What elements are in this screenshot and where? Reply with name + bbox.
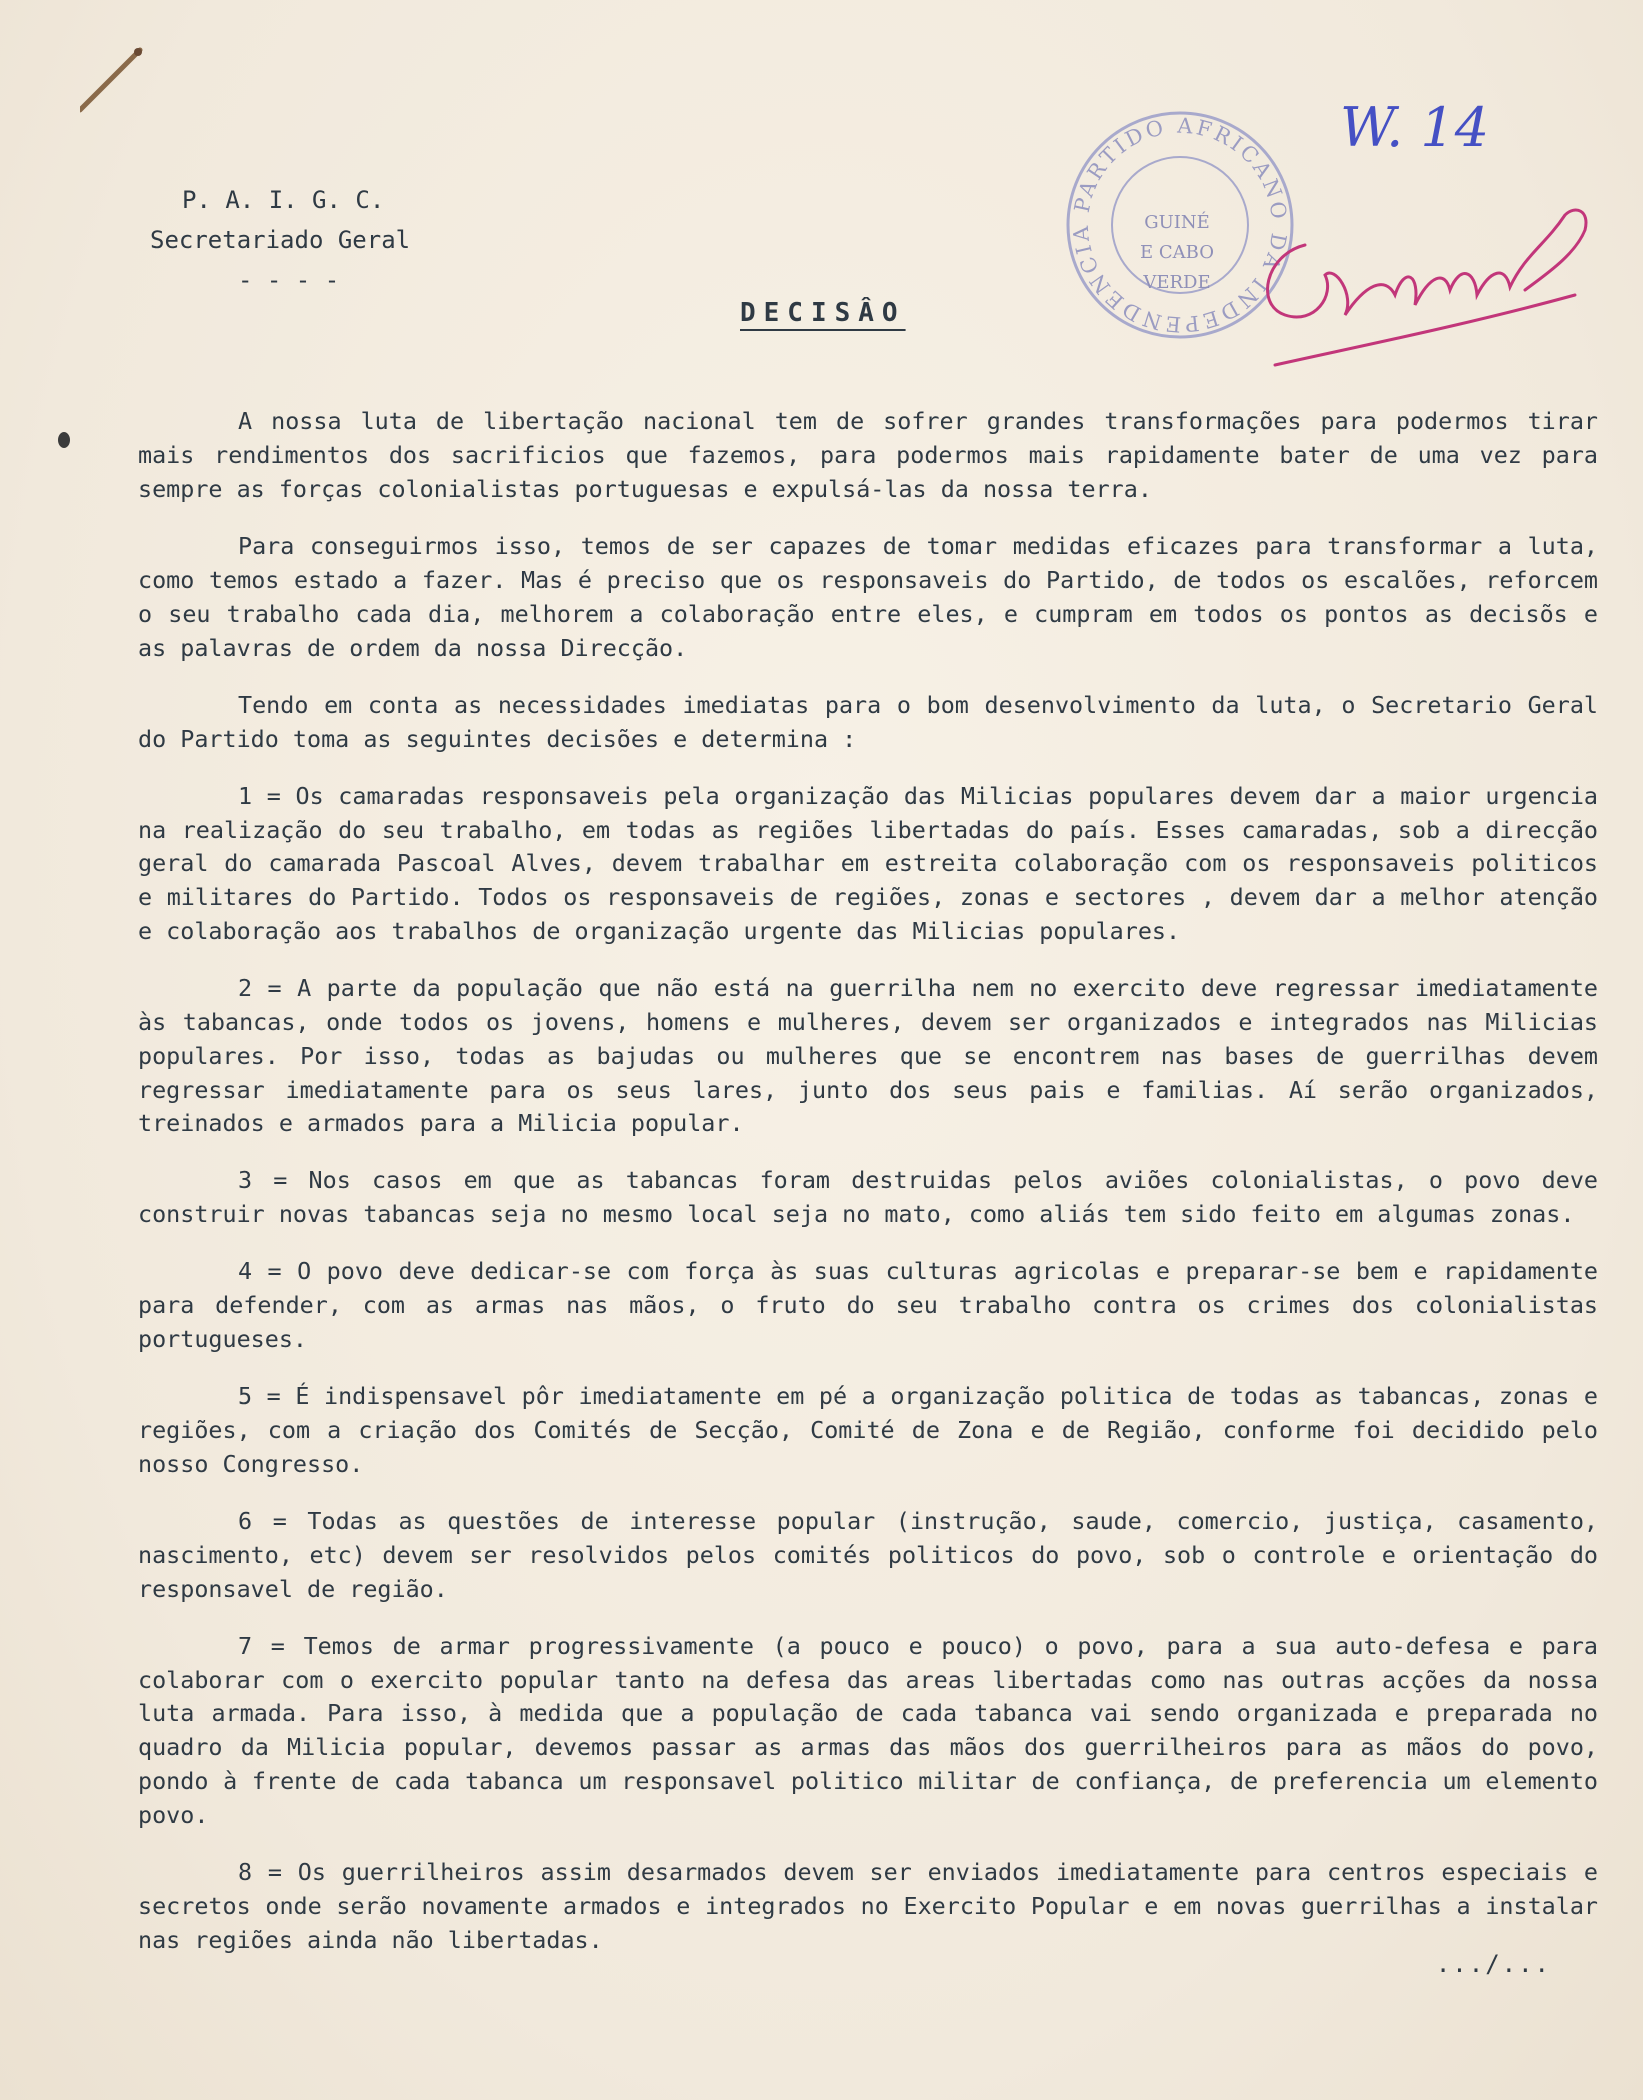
decision-item-7: 7 = Temos de armar progressivamente (a pouco e pouco) o povo, para a sua auto-defesa e para colaborar com o exercito popular tanto na defesa das areas libertadas como nas outras acções da nossa luta armada. Para isso, à medida que a população de cada tabanca vai sendo organizada e preparada no quadro da Milicia popular, devemos passar as armas das mãos dos guerrilheiros para as mãos do povo, pondo à frente de cada tabanca um responsavel politico militar de confiança, de preferencia um elemento povo. bbox=[138, 1631, 1598, 1829]
intro-paragraph-1: A nossa luta de libertação nacional tem de sofrer grandes transformações para podermos tirar mais rendimentos dos sacrificios que fazemos, para podermos mais rapidamente bater de uma vez para sempre as forças colonialistas portuguesas e expulsá-las da nossa terra. bbox=[138, 407, 1598, 503]
stamp-line-1: GUINÉ bbox=[1144, 212, 1210, 233]
office-name: Secretariado Geral bbox=[150, 226, 411, 254]
decision-item-5: 5 = É indispensavel pôr imediatamente em pé a organização politica de todas as tabancas, zonas e regiões, com a criação dos Comités de Secção, Comité de Zona e de Região, conforme foi decidido pelo nosso Congresso. bbox=[138, 1382, 1598, 1478]
continuation-mark: .../... bbox=[1435, 1950, 1551, 1978]
decision-item-3: 3 = Nos casos em que as tabancas foram destruidas pelos aviões colonialistas, o povo deve construir novas tabancas seja no mesmo local seja no mato, como aliás tem sido feito em algumas zonas. bbox=[138, 1166, 1598, 1229]
decision-item-8: 8 = Os guerrilheiros assim desarmados devem ser enviados imediatamente para centros especiais e secretos onde serão novamente armados e integrados no Exercito Popular e em novas guerrilhas a instalar nas regiões ainda não libertadas. bbox=[138, 1857, 1598, 1954]
handwritten-annotation: W. 14 bbox=[1340, 96, 1490, 159]
stamp-center-text bbox=[1112, 208, 1242, 298]
decision-item-4: 4 = O povo deve dedicar-se com força às suas culturas agricolas e preparar-se bem e rapidamente para defender, com as armas nas mãos, o fruto do seu trabalho contra os crimes dos colonialistas portugueses. bbox=[138, 1257, 1598, 1354]
signature bbox=[1245, 175, 1635, 375]
org-name: P. A. I. G. C. bbox=[182, 186, 385, 214]
stamp-line-2: E CABO VERDE bbox=[1140, 242, 1214, 293]
header-rule: - - - - bbox=[238, 266, 340, 294]
document-body bbox=[138, 382, 1598, 1967]
decision-item-6: 6 = Todas as questões de interesse popular (instrução, saude, comercio, justiça, casamento, nascimento, etc) devem ser resolvidos pelos comités politicos do povo, sob o controle e orientação do responsavel de região. bbox=[138, 1507, 1598, 1603]
intro-paragraph-3: Tendo em conta as necessidades imediatas para o bom desenvolvimento da luta, o Secretario Geral do Partido toma as seguintes decisões e determina : bbox=[138, 690, 1598, 753]
document-title: DECISÂO bbox=[740, 298, 906, 328]
stamp-ring-text: PARTIDO AFRICANO DA INDEPENDENCIA bbox=[1068, 113, 1292, 337]
decision-item-1: 1 = Os camaradas responsaveis pela organização das Milicias populares devem dar a maior urgencia na realização do seu trabalho, em todas as regiões libertadas do país. Esses camaradas, sob a direcção geral do camarada Pascoal Alves, devem trabalhar em estreita colaboração com os responsaveis politicos e militares do Partido. Todos os responsaveis de regiões, zonas e sectores , devem dar a melhor atenção e colaboração aos trabalhos de organização urgente das Milicias populares. bbox=[138, 781, 1598, 945]
decision-item-2: 2 = A parte da população que não está na guerrilha nem no exercito deve regressar imediatamente às tabancas, onde todos os jovens, homens e mulheres, devem ser organizados e integrados nas Milicias populares. Por isso, todas as bajudas ou mulheres que se encontrem nas bases de guerrilhas devem regressar imediatamente para os seus lares, junto dos seus pais e familias. Aí serão organizados, treinados e armados para a Milicia popular. bbox=[138, 974, 1598, 1138]
intro-paragraph-2: Para conseguirmos isso, temos de ser capazes de tomar medidas eficazes para transformar a luta, como temos estado a fazer. Mas é preciso que os responsaveis do Partido, de todos os escalões, reforcem o seu trabalho cada dia, melhorem a colaboração entre eles, e cumpram em todos os pontos as decisõs e as palavras de ordem da nossa Direcção. bbox=[138, 532, 1598, 662]
header bbox=[150, 180, 410, 300]
ink-stain bbox=[80, 40, 160, 120]
hole-punch-mark bbox=[58, 432, 70, 448]
